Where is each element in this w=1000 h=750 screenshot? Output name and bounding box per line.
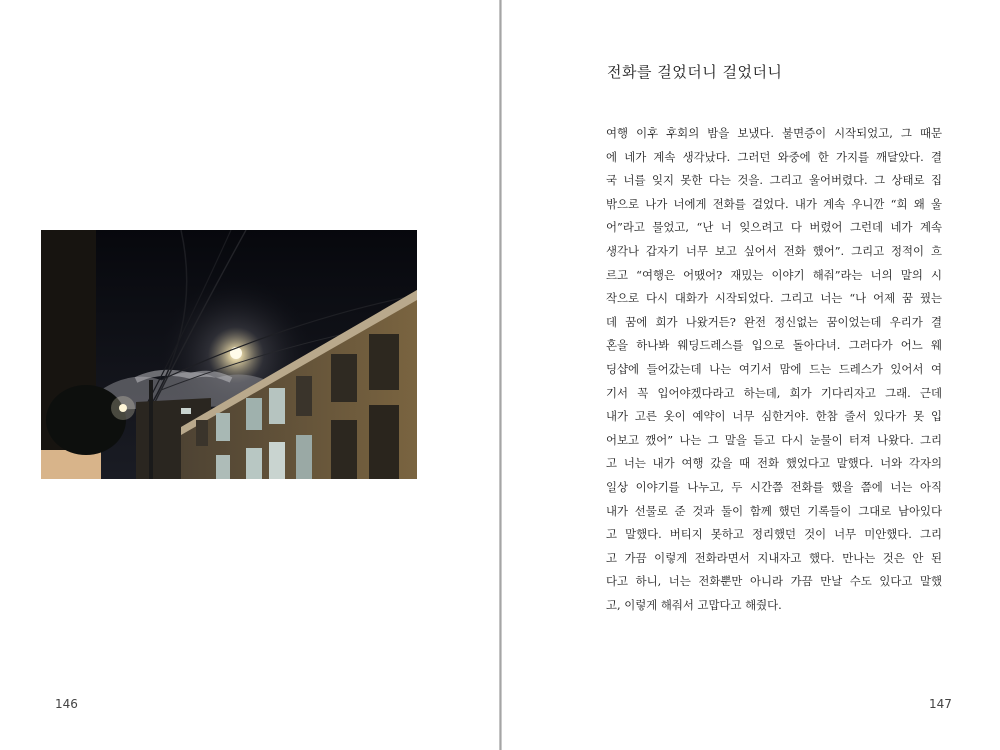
body-text	[606, 122, 942, 617]
text-line: 기서 꼭 입어야겠다라고 하는데, 희가 기다리자고 그래. 근데	[606, 385, 942, 400]
text-line: 다고 하니, 너는 전화뿐만 아니라 가끔 만날 수도 있다고 말했	[606, 574, 942, 589]
text-line: 여행 이후 후회의 밤을 보냈다. 불면증이 시작되었고, 그 때문	[606, 126, 942, 140]
chapter-title: 전화를 걸었더니 걸었더니	[607, 63, 783, 81]
text-line: 고 말했다. 버티지 못하고 정리했던 것이 너무 미안했다. 그리	[606, 527, 942, 542]
left-page	[0, 0, 499, 750]
photo-image	[41, 230, 417, 479]
night-street-photo	[41, 230, 417, 479]
text-line: 혼을 하나봐 웨딩드레스를 입으로 돌아다녀. 그러다가 어느 웨	[606, 338, 942, 353]
page-number-left: 146	[55, 697, 78, 711]
text-line: 고 가끔 이렇게 전화라면서 지내자고 했다. 만나는 것은 안 된	[606, 550, 942, 565]
page-number-right: 147	[929, 697, 952, 711]
text-line: 고, 이렇게 해줘서 고맙다고 해줬다.	[606, 597, 782, 612]
text-line: 생각나 갑자기 너무 보고 싶어서 전화 했어”. 그리고 정적이 흐	[606, 243, 942, 258]
text-line: 작으로 다시 대화가 시작되었다. 그리고 너는 “나 어제 꿈 꿨는	[606, 291, 942, 306]
text-line: 일상 이야기를 나누고, 두 시간쯤 전화를 했을 쯤에 너는 아직	[606, 479, 942, 494]
text-line: 어”라고 물었고, “난 너 잊으려고 다 버렸어 그런데 네가 계속	[606, 220, 942, 235]
text-line: 내가 선물로 준 것과 둘이 함께 했던 기록들이 그대로 남아있다	[606, 503, 943, 518]
text-line: 르고 “여행은 어땠어? 재밌는 이야기 해줘”라는 너의 말의 시	[606, 267, 942, 282]
text-line: 에 네가 계속 생각났다. 그러던 와중에 한 가지를 깨달았다. 결	[606, 149, 942, 164]
text-line: 딩샵에 들어갔는데 나는 여기서 맘에 드는 드레스가 있어서 여	[606, 361, 942, 376]
text-line: 고 너는 내가 여행 갔을 때 전화 했었다고 말했다. 너와 각자의	[606, 456, 942, 471]
text-line: 어보고 깼어” 나는 그 말을 듣고 다시 눈물이 터져 나왔다. 그리	[606, 432, 942, 447]
text-line: 밖으로 나가 너에게 전화를 걸었다. 내가 계속 우니깐 “희 왜 울	[606, 196, 942, 211]
text-line: 데 꿈에 희가 나왔거든? 완전 정신없는 꿈이었는데 우리가 결	[606, 314, 942, 329]
right-page	[502, 0, 1000, 750]
text-line: 내가 고른 옷이 예약이 너무 심한거야. 한참 줄서 있다가 못 입	[606, 409, 942, 424]
text-line: 국 너를 잊지 못한 다는 것을. 그리고 울어버렸다. 그 상태로 집	[606, 173, 942, 188]
